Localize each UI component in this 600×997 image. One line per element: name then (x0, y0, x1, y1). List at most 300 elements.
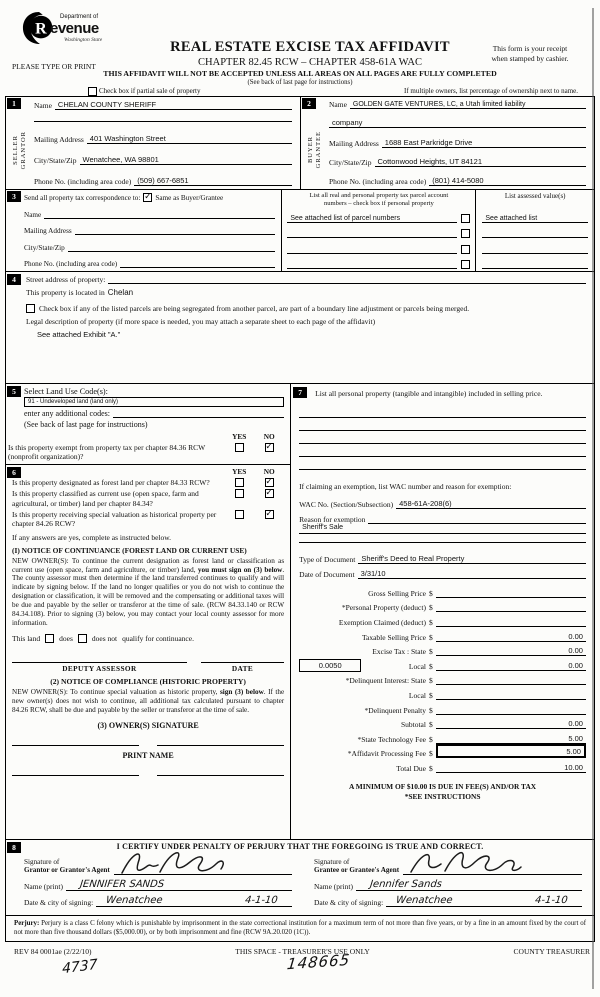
see-back-instructions: (See back of last page for instructions) (247, 79, 353, 86)
print-name-field-1[interactable] (12, 775, 139, 776)
land-use-title: Select Land Use Code(s): (24, 387, 108, 396)
section-1-number: 1 (7, 98, 21, 109)
nonprofit-question: Is this property exempt from property tax per chapter 84.36 RCW (nonprofit organization)? (8, 443, 206, 462)
notice1-text-bold: you must sign on (3) below (197, 565, 283, 574)
buyer-fields (327, 97, 594, 189)
logo-department-of: Department of (60, 14, 99, 20)
send-correspondence-row (24, 193, 275, 202)
handwritten-receipt-number: 148665 (286, 950, 352, 974)
svg-text:R: R (35, 20, 47, 38)
assessed-values-header: List assessed value(s) (504, 192, 566, 200)
no-cell (254, 475, 284, 487)
excise-tax-state-label: Excise Tax : State (372, 647, 426, 657)
grantor-signature-scribble (114, 848, 232, 878)
qualify-label: qualify for continuance. (122, 634, 194, 643)
perjury-text: Perjury is a class C felony which is punishable by imprisonment in the state correctional institution for a maximum term of not more than five years, or by a fine in an amount fixed by the court of not more than five thousand dollars ($5,000.00), or by both imprisonment and fine (RCW 9A.20.020 (1C)). (14, 920, 586, 937)
taxable-selling-price-label: Taxable Selling Price (361, 632, 426, 642)
segregated-row (26, 304, 586, 313)
reason-field-top[interactable] (368, 523, 586, 524)
parcel-field-4[interactable] (287, 268, 457, 269)
forest-no-checkbox[interactable] (265, 475, 274, 487)
affidavit-processing-fee-label: *Affidavit Processing Fee (347, 749, 426, 759)
nonprofit-question-row (8, 443, 284, 462)
current-use-question-row (12, 489, 284, 508)
document-type-label: Type of Document (299, 555, 356, 565)
checkmark-icon: ✓ (265, 507, 273, 518)
corr-name-label: Name (24, 210, 42, 219)
total-due-label: Total Due (396, 763, 426, 773)
seller-label: SELLER (11, 135, 19, 165)
located-in-label: This property is located in (26, 288, 105, 297)
certify-statement: I CERTIFY UNDER PENALTY OF PERJURY THAT THE FOREGOING IS TRUE AND CORRECT. (116, 842, 484, 851)
handwritten-number-left: 4737 (61, 956, 98, 978)
buyer-name-field[interactable]: GOLDEN GATE VENTURES, LC, a Utah limited liability (350, 101, 586, 109)
no-cell (254, 443, 284, 462)
grantee-name-handwriting: Jennifer Sands (369, 879, 443, 890)
subtotal-row (299, 715, 586, 730)
corr-city-field[interactable] (68, 251, 276, 252)
delinquent-interest-state-field[interactable] (436, 684, 586, 685)
seller-mailing-label: Mailing Address (34, 134, 84, 144)
notice-compliance-body (12, 688, 284, 715)
notice2-text-c: . If the new owner(s) does not wish to continue, all additional tax calculated pursuant to chapter 84.26 RCW, shall be due and payable by the seller or transferor at the time of sale. (12, 688, 285, 714)
grantee-agent-label: Grantee or Grantee's Agent (314, 866, 400, 875)
historic-yes-checkbox[interactable] (235, 510, 244, 519)
total-due-field[interactable]: 10.00 (436, 763, 586, 773)
notice2-text-bold: sign (3) below (220, 688, 264, 696)
form-header (0, 0, 600, 96)
parcel-numbers-header (287, 192, 470, 207)
section-2-number: 2 (302, 98, 316, 109)
checkmark-icon: ✓ (265, 487, 273, 498)
personal-property-field-4[interactable] (299, 444, 586, 457)
document-date-field[interactable]: 3/31/10 (358, 569, 586, 579)
yes-no-header-5 (8, 432, 284, 441)
notice-continuance-title: (I) NOTICE OF CONTINUANCE (FOREST LAND OR CURRENT USE) (12, 545, 247, 555)
perjury-notice (6, 916, 594, 941)
buyer-section (300, 97, 594, 189)
reason-row (299, 515, 586, 524)
perjury-label: Perjury: (14, 920, 40, 927)
grantee-date-city-field[interactable] (386, 895, 582, 907)
minimum-note (299, 782, 586, 803)
buyer-phone-row (329, 176, 586, 186)
wac-number-field[interactable]: 458-61A-208(6) (396, 499, 586, 509)
no-header: NO (263, 466, 275, 476)
partial-sale-checkbox[interactable] (88, 87, 97, 96)
send-correspondence-label: Send all property tax correspondence to: (24, 193, 141, 202)
subtotal-label: Subtotal (400, 720, 426, 730)
personal-property-field-2[interactable] (299, 418, 586, 431)
receipt-note-line1: This form is your receipt (492, 44, 568, 53)
page-title: REAL ESTATE EXCISE TAX AFFIDAVIT (170, 39, 450, 55)
buyer-vertical-label (301, 113, 327, 187)
exemption-intro: If claiming an exemption, list WAC number and reason for exemption: (299, 482, 512, 492)
this-land-label: This land (12, 634, 41, 643)
gross-selling-price-row (299, 583, 586, 598)
located-in-value[interactable]: Chelan (107, 288, 134, 297)
seller-name-field2[interactable] (34, 121, 292, 122)
dollar-sign: $ (428, 763, 433, 773)
see-instructions-text: *SEE INSTRUCTIONS (404, 792, 481, 802)
subtotal-field[interactable]: 0.00 (436, 719, 586, 729)
seller-name-row (34, 100, 292, 110)
legal-description-label: Legal description of property (if more space is needed, you may attach a separate sheet to each page of the affidavit) (26, 317, 376, 326)
street-address-field[interactable] (108, 283, 586, 284)
left-column (6, 384, 291, 839)
property-location-fields (26, 275, 586, 339)
excise-tax-state-field[interactable]: 0.00 (436, 646, 586, 656)
notice1-text-a: NEW OWNER(S): To continue the current designation as forest land or classification as current use (open space, farm and agriculture, or timber) land, (12, 556, 285, 574)
seller-name-field[interactable]: CHELAN COUNTY SHERIFF (55, 100, 292, 110)
nonprofit-no-checkbox[interactable] (265, 443, 274, 452)
correspondence-row (6, 190, 594, 272)
notice-compliance-title: (2) NOTICE OF COMPLIANCE (HISTORIC PROPERTY) (50, 677, 246, 686)
receipt-note-line2: when stamped by cashier. (491, 54, 569, 64)
grantee-date-city-label: Date & city of signing: (314, 898, 384, 907)
dollar-sign: $ (428, 618, 433, 628)
grantor-signature-block (10, 853, 300, 907)
form-revision-number: REV 84 0001ae (2/22/10) (14, 946, 92, 956)
wac-number-row (299, 499, 586, 509)
yes-cell (224, 489, 254, 508)
does-not-qualify-checkbox[interactable] (78, 634, 87, 643)
if-any-yes-note: If any answers are yes, complete as instructed below. (12, 532, 172, 542)
grantor-signature-row (24, 853, 292, 875)
dollar-sign: $ (428, 720, 433, 730)
parcel-header-line1: List all real and personal property tax parcel account (309, 192, 449, 199)
parties-row (6, 97, 594, 190)
buyer-mailing-field[interactable]: 1688 East Parkridge Drive (382, 138, 586, 148)
delinquent-interest-local-row (299, 685, 586, 700)
grantee-signature-block (300, 853, 590, 907)
designation-section (6, 464, 290, 839)
street-address-label: Street address of property: (26, 275, 106, 284)
same-as-buyer-label: Same as Buyer/Grantee (155, 193, 224, 202)
grantee-city-handwriting: Wenatchee (395, 895, 454, 906)
taxable-selling-price-field[interactable]: 0.00 (436, 632, 586, 642)
local-tax-field[interactable]: 0.00 (436, 661, 586, 671)
corr-phone-row (24, 260, 275, 268)
buyer-sidebar (301, 97, 327, 189)
reason-field-2[interactable] (299, 534, 586, 543)
document-date-row (299, 569, 586, 579)
delinquent-interest-local-label: Local (408, 691, 426, 700)
grantor-date-city-field[interactable] (96, 895, 292, 907)
property-location-section (6, 272, 594, 384)
exemption-claimed-row (299, 612, 586, 627)
grantee-signature-scribble (403, 848, 525, 878)
multiple-owners-note: If multiple owners, list percentage of ownership next to name. (404, 87, 578, 95)
completion-warning: THIS AFFIDAVIT WILL NOT BE ACCEPTED UNLESS ALL AREAS ON ALL PAGES ARE FULLY COMPLETED (103, 69, 497, 78)
grantor-city-handwriting: Wenatchee (105, 895, 164, 906)
grantor-signature-field[interactable] (114, 853, 292, 875)
personal-property-deduct-label: *Personal Property (deduct) (341, 603, 426, 613)
buyer-label: BUYER (306, 136, 314, 164)
corr-name-row (24, 211, 275, 219)
grantor-name-print-label: Name (print) (24, 882, 63, 891)
corr-mailing-field[interactable] (75, 234, 276, 235)
personal-property-lines (299, 405, 586, 470)
seller-phone-field[interactable]: (509) 667-6851 (134, 176, 292, 186)
corr-mailing-label: Mailing Address (24, 227, 72, 235)
nonprofit-yes-checkbox[interactable] (235, 443, 244, 452)
spacer (482, 223, 588, 237)
local-tax-label: Local (408, 661, 426, 671)
buyer-mailing-label: Mailing Address (329, 138, 379, 148)
grantee-signature-field[interactable] (403, 853, 582, 875)
right-column (291, 384, 594, 839)
current-use-no-checkbox[interactable] (265, 489, 274, 498)
grantor-label: GRANTOR (19, 130, 27, 170)
parcel-personal-checkbox-4[interactable] (461, 260, 470, 269)
seller-sidebar (6, 97, 32, 189)
document-date-label: Date of Document (299, 570, 355, 580)
yes-cell (224, 478, 254, 487)
segregated-label: Check box if any of the listed parcels are being segregated from another parcel, are part of a boundary line adjustment or parcels being merged. (39, 304, 470, 313)
grantee-label: GRANTEE (314, 131, 322, 169)
dollar-sign: $ (428, 661, 433, 671)
partial-sale-row (88, 87, 590, 96)
personal-property-intro: List all personal property (tangible and intangible) included in selling price. (315, 389, 543, 398)
county-treasurer-label: COUNTY TREASURER (513, 946, 590, 956)
additional-codes-label: enter any additional codes: (24, 409, 110, 418)
delinquent-penalty-row (299, 700, 586, 715)
grantor-date-handwriting: 4-1-10 (244, 895, 279, 906)
notice2-text-a: NEW OWNER(S): To continue special valuation as historic property, (12, 688, 220, 696)
gross-selling-price-field[interactable] (436, 597, 586, 598)
corr-mailing-row (24, 227, 275, 235)
wac-number-label: WAC No. (Section/Subsection) (299, 500, 394, 510)
land-use-section (6, 384, 290, 464)
spacer (482, 238, 588, 252)
delinquent-interest-local-field[interactable] (436, 699, 586, 700)
grantor-name-handwriting: JENNIFER SANDS (79, 879, 165, 890)
delinquent-penalty-label: *Delinquent Penalty (364, 705, 426, 715)
grantor-name-field[interactable] (66, 879, 292, 891)
personal-property-field-1[interactable] (299, 405, 586, 418)
section-7-number: 7 (293, 387, 307, 398)
parcel-personal-checkbox-2[interactable] (461, 229, 470, 238)
receipt-note (474, 44, 586, 64)
dollar-sign: $ (428, 705, 433, 715)
seller-phone-row (34, 176, 292, 186)
land-use-fields (24, 387, 284, 429)
parcel-row-1 (287, 207, 470, 222)
logo-revenue-word: evenue (50, 20, 99, 37)
tax-computation (299, 583, 586, 773)
parcel-row-3 (287, 238, 470, 253)
forest-land-question-row (12, 475, 284, 487)
please-type-or-print: PLEASE TYPE OR PRINT (12, 62, 96, 71)
form-body (5, 96, 595, 942)
grantee-signature-label (314, 858, 399, 875)
no-cell (254, 489, 284, 508)
assessor-date-label: DATE (231, 664, 254, 673)
logo-washington-state: Washington State (64, 37, 103, 43)
spacer (482, 200, 588, 214)
historic-no-checkbox[interactable] (265, 507, 274, 519)
land-use-code-select[interactable]: 91 - Undeveloped land (land only) (24, 397, 284, 407)
notice1-text-c: . The county assessor must then determine if the land transferred continues to qualify and will indicate by signing below. If the land no longer qualifies or you do not wish to continue the designation or classification, it will be removed and the compensating or additional taxes will be due and payable by the seller or transferor at the time of sale. (RCW 84.33.140 or RCW 84.34.108). Prior to signing (3) below, you may contact your local county assessor for more information. (12, 565, 285, 628)
seller-mailing-field[interactable]: 401 Washington Street (87, 134, 292, 144)
print-name-field-2[interactable] (157, 775, 284, 776)
partial-sale-label: Check box if partial sale of property (99, 87, 201, 95)
excise-tax-state-row (299, 642, 586, 657)
parcel-row-2 (287, 223, 470, 238)
parcel-row-4 (287, 254, 470, 269)
delinquent-interest-state-row (299, 671, 586, 686)
document-type-row (299, 554, 586, 564)
yes-header: YES (232, 466, 247, 476)
state-technology-fee-field[interactable]: 5.00 (436, 734, 586, 744)
buyer-phone-label: Phone No. (including area code) (329, 177, 427, 186)
section-5-number: 5 (7, 386, 21, 397)
seller-name-label: Name (34, 101, 52, 110)
grantee-name-print-label: Name (print) (314, 882, 353, 891)
dollar-sign: $ (428, 676, 433, 686)
assessed-field-1[interactable]: See attached list (482, 215, 588, 223)
does-not-label: does not (91, 634, 118, 643)
owner-signature-field-1[interactable] (12, 745, 139, 746)
buyer-name-row2 (329, 118, 586, 128)
grantor-agent-label: Grantor or Grantor's Agent (24, 866, 110, 875)
grantor-date-city-row (24, 891, 292, 907)
total-due-row (299, 758, 586, 773)
owner-signature-lines (12, 745, 284, 746)
deputy-assessor-col (12, 653, 187, 673)
middle-columns (6, 384, 594, 840)
assessor-signature-row (12, 653, 284, 673)
section-3-number: 3 (7, 191, 21, 202)
seller-phone-label: Phone No. (including area code) (34, 177, 132, 186)
exemption-claimed-field[interactable] (436, 626, 586, 627)
minimum-fee-text: A MINIMUM OF $10.00 IS DUE IN FEE(S) AND/OR TAX (349, 781, 537, 791)
section5-see-back: (See back of last page for instructions) (24, 420, 148, 429)
owner-signature-field-2[interactable] (157, 745, 284, 746)
personal-property-field-3[interactable] (299, 431, 586, 444)
exhibit-row (34, 330, 586, 339)
seller-city-field[interactable]: Wenatchee, WA 98801 (80, 155, 293, 165)
exemption-claimed-label: Exemption Claimed (deduct) (338, 618, 426, 628)
buyer-name-field2[interactable]: company (329, 118, 586, 128)
seller-fields (32, 97, 300, 189)
personal-property-deduct-row (299, 598, 586, 613)
section-6-number: 6 (7, 467, 21, 478)
local-rate-box[interactable]: 0.0050 (299, 659, 361, 672)
local-tax-row (299, 656, 586, 671)
parcel-header-line2: numbers – check box if personal property (323, 199, 434, 207)
state-technology-fee-label: *State Technology Fee (357, 734, 426, 744)
located-in-row (26, 288, 586, 297)
tax-correspondence-section (6, 190, 282, 271)
seller-city-row (34, 155, 292, 165)
print-name-lines (12, 775, 284, 776)
segregated-checkbox[interactable] (26, 304, 35, 313)
same-as-buyer-checkbox[interactable] (143, 193, 152, 202)
scan-artifact (592, 8, 594, 989)
spacer (12, 467, 224, 476)
buyer-phone-field[interactable]: (801) 414-5080 (429, 176, 586, 186)
assessor-date-col (201, 653, 284, 673)
dollar-sign: $ (428, 749, 433, 759)
personal-property-field-5[interactable] (299, 457, 586, 470)
section-8-number: 8 (7, 842, 21, 853)
signature-of-label: Signature of (314, 857, 350, 866)
yes-no-header-6 (12, 467, 284, 476)
yes-header: YES (232, 432, 247, 441)
corr-phone-field[interactable] (120, 267, 275, 268)
spacer (482, 254, 588, 268)
dollar-sign: $ (428, 691, 433, 700)
seller-section (6, 97, 300, 189)
reason-value[interactable]: Sheriff's Sale (299, 524, 586, 534)
grantee-date-handwriting: 4-1-10 (534, 895, 569, 906)
grantor-date-city-label: Date & city of signing: (24, 898, 94, 907)
does-qualify-checkbox[interactable] (45, 634, 54, 643)
assessor-date-field[interactable] (201, 653, 284, 663)
document-type-field[interactable]: Sheriff's Deed to Real Property (358, 554, 586, 564)
personal-property-deduct-field[interactable] (436, 611, 586, 612)
signature-of-label: Signature of (24, 857, 60, 866)
delinquent-interest-state-label: *Delinquent Interest: State (345, 676, 426, 686)
grantee-name-field[interactable] (356, 879, 582, 891)
page-subtitle: CHAPTER 82.45 RCW – CHAPTER 458-61A WAC (198, 57, 422, 68)
buyer-city-field[interactable]: Cottonwood Heights, UT 84121 (375, 157, 587, 167)
delinquent-penalty-field[interactable] (436, 714, 586, 715)
buyer-name-row (329, 100, 586, 109)
taxable-selling-price-row (299, 627, 586, 642)
print-name-heading: PRINT NAME (122, 750, 174, 760)
seller-vertical-label (6, 113, 32, 187)
street-address-row (26, 275, 586, 284)
grantee-signature-row (314, 853, 582, 875)
legal-description-row (26, 317, 586, 326)
signature-columns (10, 853, 590, 907)
exhibit-value[interactable]: See attached Exhibit "A." (37, 330, 121, 339)
parcel-personal-checkbox-1[interactable] (461, 214, 470, 223)
title-block (135, 39, 485, 68)
parcel-numbers-section (282, 190, 476, 271)
gross-selling-price-label: Gross Selling Price (368, 588, 426, 598)
additional-codes-field[interactable] (113, 417, 284, 418)
affidavit-processing-fee-row (299, 744, 586, 759)
logo-text (50, 14, 102, 45)
seller-name-row2 (34, 121, 292, 122)
state-technology-fee-row (299, 729, 586, 744)
correspondence-fields (24, 193, 275, 268)
forest-yes-checkbox[interactable] (235, 478, 244, 487)
dor-logo (22, 11, 102, 45)
dollar-sign: $ (428, 632, 433, 642)
section-4-number: 4 (7, 274, 21, 285)
notice-continuance-body (12, 557, 284, 628)
current-use-question: Is this property classified as current use (open space, farm and agricultural, or timber) land per chapter 84.34? (12, 489, 199, 508)
assessed-field-4[interactable] (482, 268, 588, 269)
additional-codes-row (24, 409, 284, 418)
parcel-personal-checkbox-3[interactable] (461, 245, 470, 254)
corr-name-field[interactable] (44, 218, 275, 219)
parcel-field-1[interactable]: See attached list of parcel numbers (287, 215, 457, 223)
deputy-assessor-signature-field[interactable] (12, 653, 187, 663)
historic-question-row (12, 507, 284, 529)
no-cell (254, 507, 284, 529)
current-use-yes-checkbox[interactable] (235, 489, 244, 498)
dollar-sign: $ (428, 734, 433, 744)
affidavit-processing-fee-field[interactable]: 5.00 (436, 744, 586, 758)
corr-phone-label: Phone No. (including area code) (24, 260, 118, 268)
grantee-date-city-row (314, 891, 582, 907)
